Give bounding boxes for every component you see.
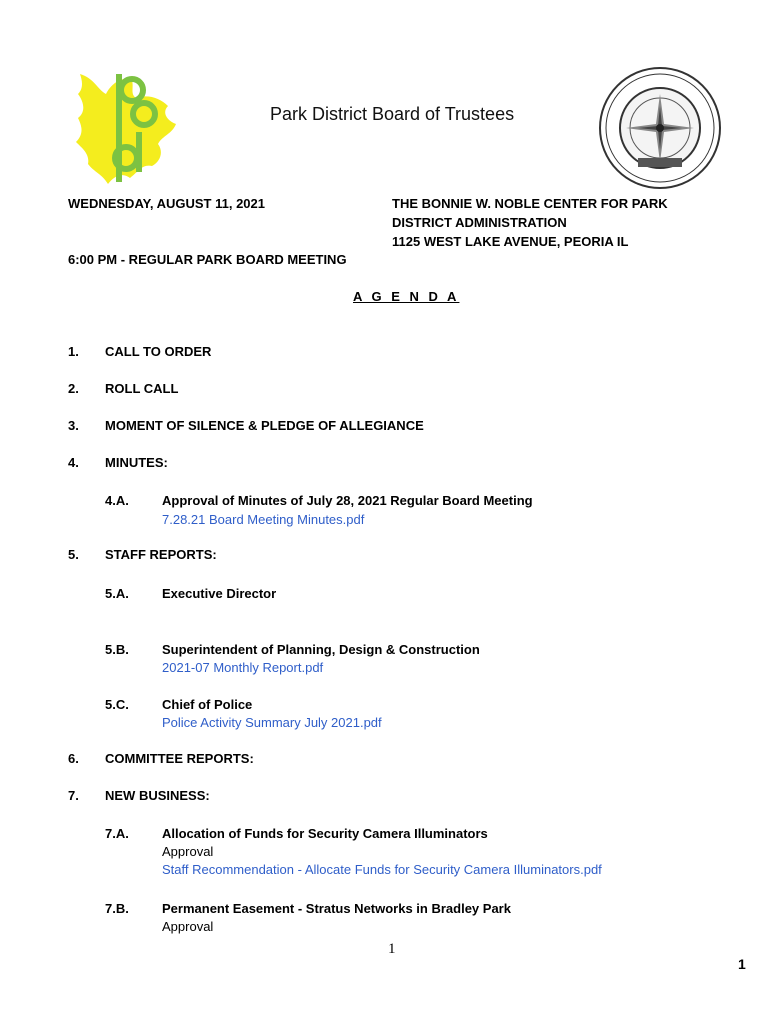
item-label: MOMENT OF SILENCE & PLEDGE OF ALLEGIANCE [105, 418, 424, 433]
location-line-1: THE BONNIE W. NOBLE CENTER FOR PARK [392, 196, 668, 211]
subitem-4a-number: 4.A. [105, 493, 129, 508]
document-title: Park District Board of Trustees [270, 104, 515, 124]
item-label: COMMITTEE REPORTS: [105, 751, 254, 766]
national-gold-medal-seal-icon [598, 66, 722, 190]
subitem-5a-number: 5.A. [105, 586, 129, 601]
subitem-4a-label: Approval of Minutes of July 28, 2021 Regular Board Meeting [162, 493, 533, 508]
item-number: 3. [68, 418, 79, 433]
subitem-7a-note: Approval [162, 844, 214, 859]
item-number: 5. [68, 547, 79, 562]
agenda-item-4 [68, 455, 168, 471]
item-number: 4. [68, 455, 79, 470]
agenda-item-6 [68, 751, 254, 767]
location-line-3: 1125 WEST LAKE AVENUE, PEORIA IL [392, 234, 629, 249]
agenda-item-3 [68, 418, 424, 434]
item-number: 6. [68, 751, 79, 766]
item-number: 7. [68, 788, 79, 803]
page-number-corner: 1 [738, 956, 746, 972]
item-label: CALL TO ORDER [105, 344, 212, 359]
minutes-pdf-link[interactable]: 7.28.21 Board Meeting Minutes.pdf [162, 512, 365, 527]
item-number: 2. [68, 381, 79, 396]
item-label: STAFF REPORTS: [105, 547, 217, 562]
agenda-item-5 [68, 547, 217, 563]
staff-recommendation-pdf-link[interactable]: Staff Recommendation - Allocate Funds for Security Camera Illuminators.pdf [162, 862, 602, 877]
location-line-2: DISTRICT ADMINISTRATION [392, 215, 567, 230]
subitem-5b-number: 5.B. [105, 642, 129, 657]
subitem-5c-label: Chief of Police [162, 697, 253, 712]
item-label: ROLL CALL [105, 381, 179, 396]
subitem-5b-label: Superintendent of Planning, Design & Construction [162, 642, 480, 657]
monthly-report-pdf-link[interactable]: 2021-07 Monthly Report.pdf [162, 660, 324, 675]
agenda-item-7 [68, 788, 210, 804]
item-number: 1. [68, 344, 79, 359]
page-number-center: 1 [388, 941, 396, 957]
subitem-7b-number: 7.B. [105, 901, 129, 916]
item-label: NEW BUSINESS: [105, 788, 210, 803]
subitem-7a-label: Allocation of Funds for Security Camera Illuminators [162, 826, 488, 841]
subitem-7b-label: Permanent Easement - Stratus Networks in Bradley Park [162, 901, 511, 916]
park-district-logo-icon [72, 68, 184, 188]
agenda-item-2 [68, 381, 178, 397]
item-label: MINUTES: [105, 455, 168, 470]
meeting-date: WEDNESDAY, AUGUST 11, 2021 [68, 196, 265, 211]
subitem-7b-note: Approval [162, 919, 214, 934]
subitem-7a-number: 7.A. [105, 826, 129, 841]
meeting-type: 6:00 PM - REGULAR PARK BOARD MEETING [68, 252, 347, 267]
police-summary-pdf-link[interactable]: Police Activity Summary July 2021.pdf [162, 715, 382, 730]
agenda-heading: A G E N D A [353, 289, 460, 304]
meeting-location [392, 196, 668, 250]
agenda-item-1 [68, 344, 211, 360]
subitem-5a-label: Executive Director [162, 586, 277, 601]
subitem-5c-number: 5.C. [105, 697, 129, 712]
